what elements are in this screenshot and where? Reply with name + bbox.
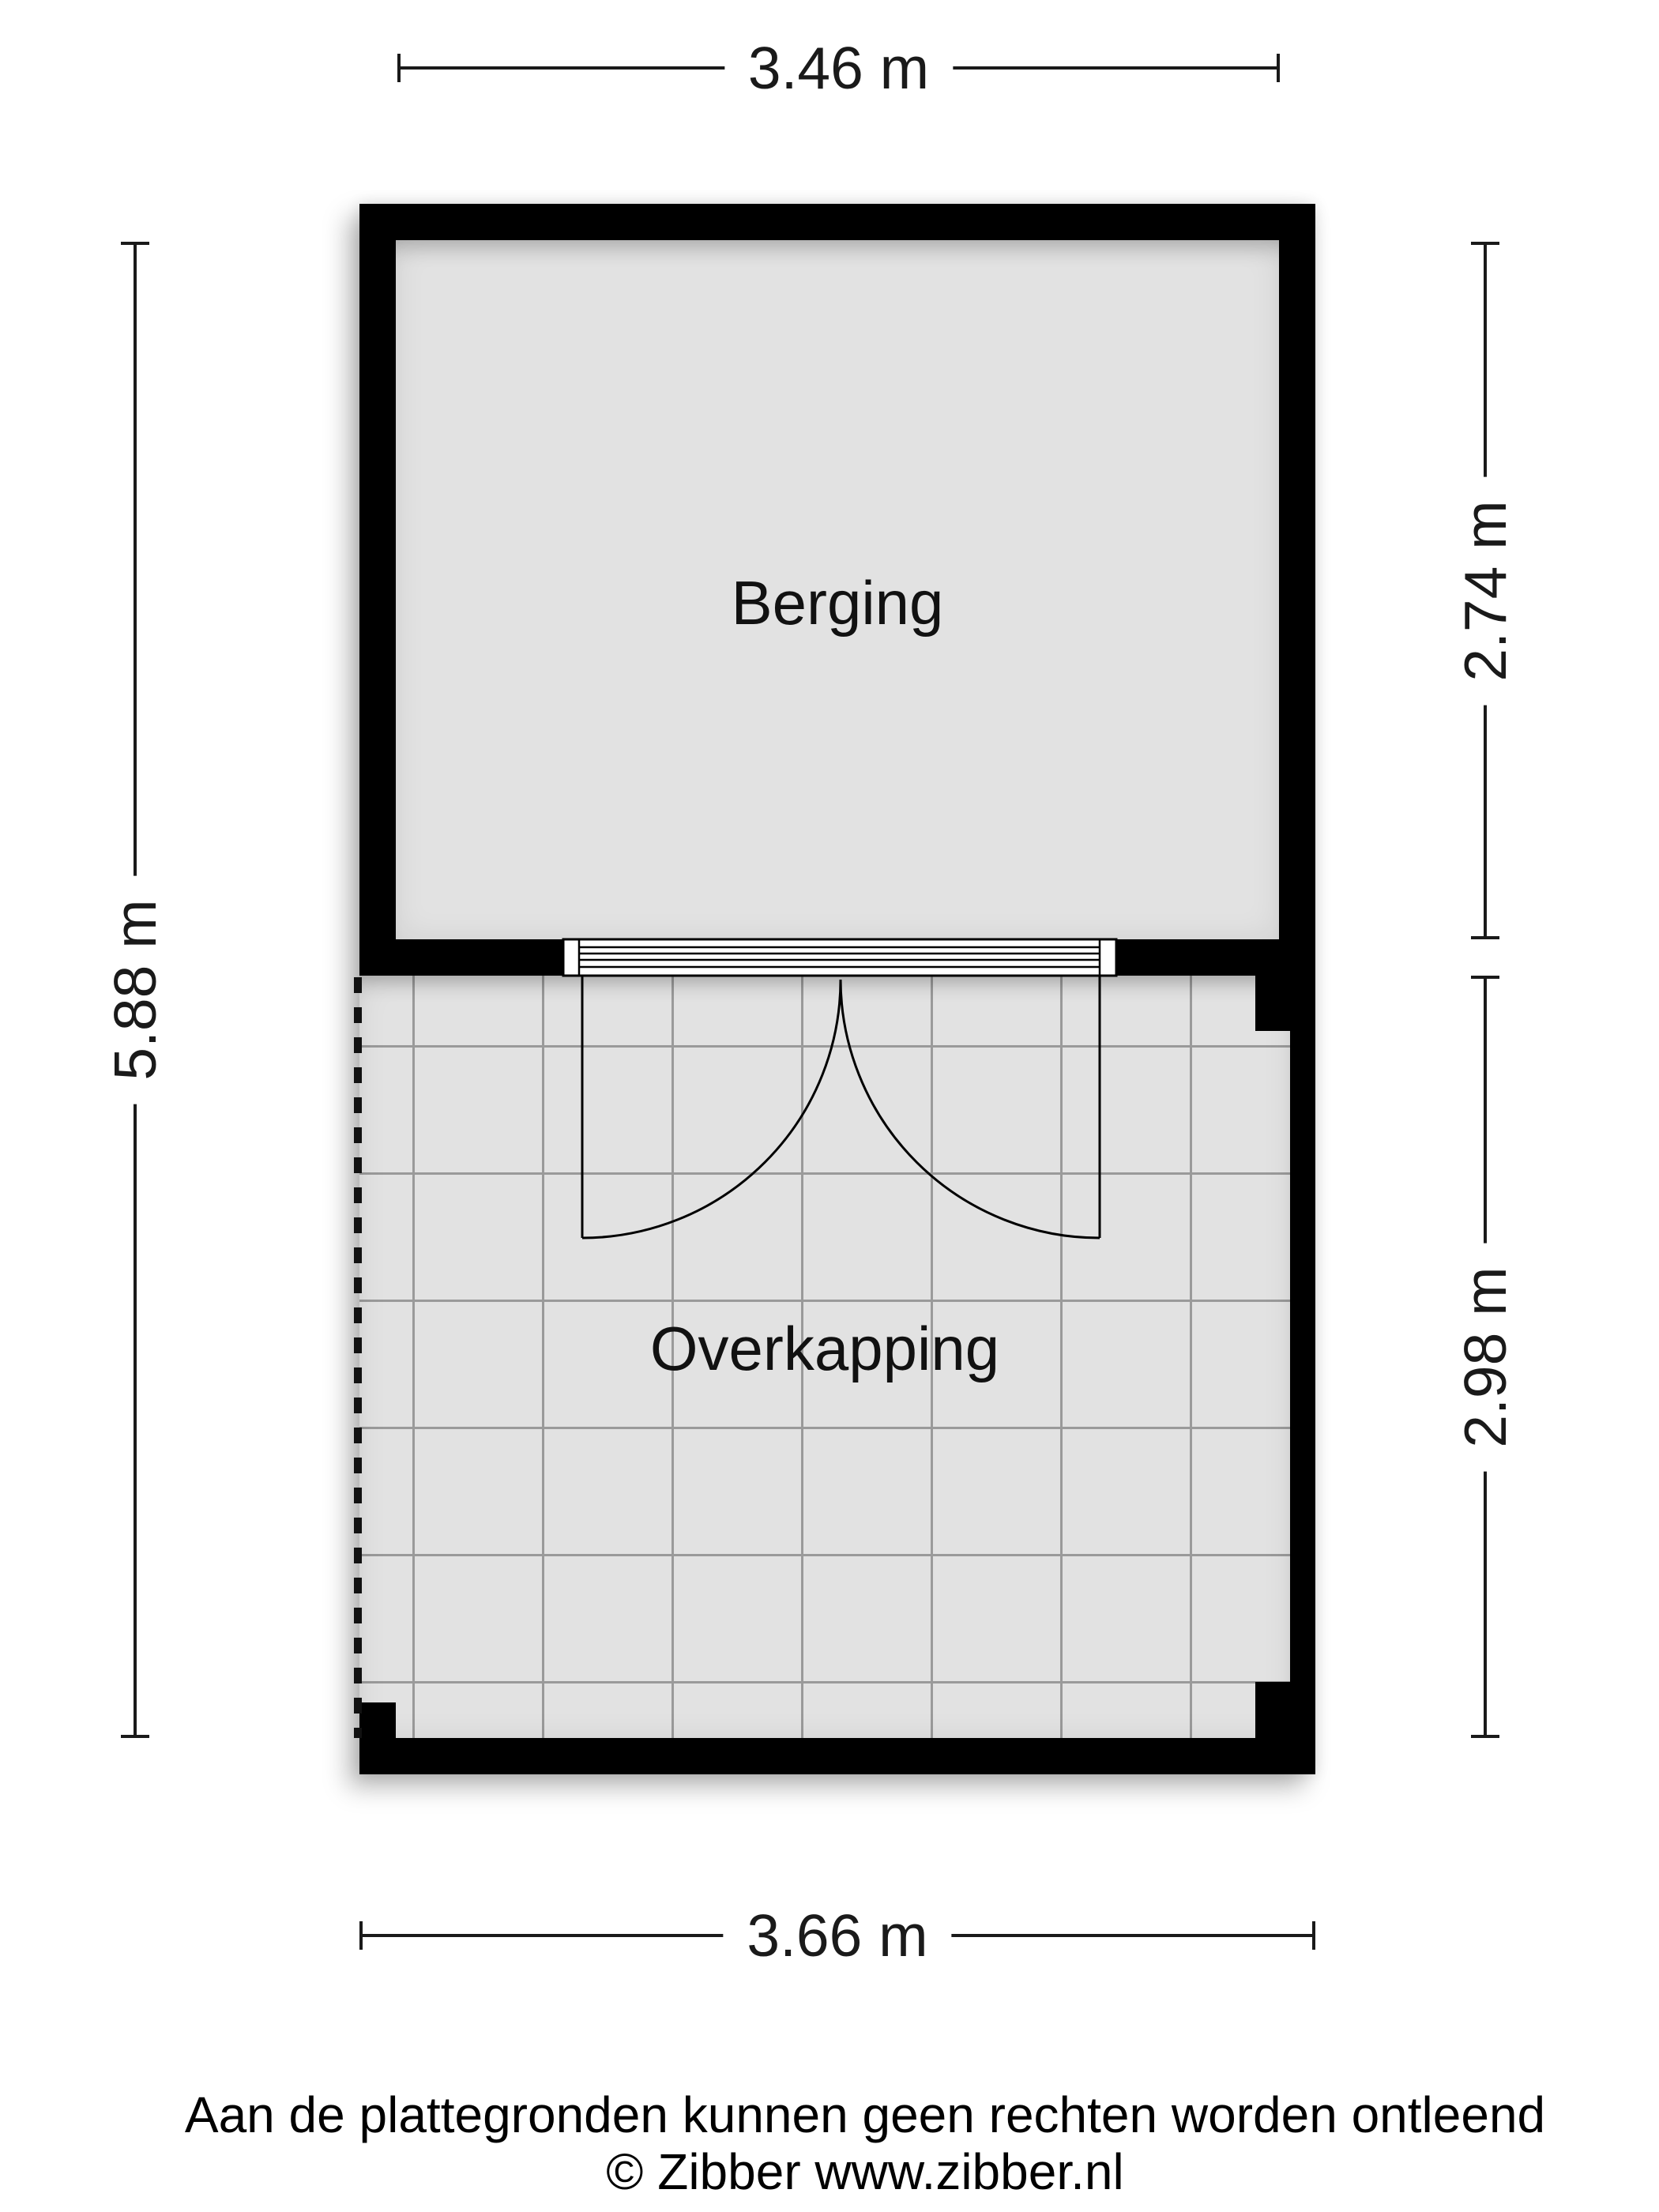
dimension-line-right-lower [1451, 976, 1518, 1738]
overkapping-bottom-wall [359, 1738, 1315, 1774]
double-door-assembly [553, 936, 1122, 1260]
door-frame [563, 939, 1116, 976]
door-swing-arc-left [582, 980, 841, 1238]
door-swing-arc-right [841, 980, 1100, 1238]
dimension-label-right-upper: 2.74 m [1453, 476, 1518, 705]
dimension-label-right-lower: 2.98 m [1453, 1243, 1518, 1471]
dimension-line-bottom [359, 1902, 1315, 1969]
dimension-label-top: 3.46 m [724, 36, 953, 101]
post-bottom-left [359, 1702, 396, 1738]
footer-copyright: © Zibber www.zibber.nl [606, 2143, 1124, 2200]
dimension-line-right-upper [1451, 242, 1518, 939]
post-bottom-right [1255, 1682, 1290, 1738]
dimension-line-top [397, 34, 1280, 101]
dimension-line-left [101, 242, 168, 1738]
room-label-overkapping: Overkapping [649, 1314, 1000, 1383]
dimension-label-left: 5.88 m [103, 875, 168, 1104]
room-label-berging: Berging [731, 568, 944, 638]
dimension-label-bottom: 3.66 m [723, 1903, 951, 1969]
post-top-right [1255, 976, 1290, 1031]
footer-disclaimer: Aan de plattegronden kunnen geen rechten worden ontleend [184, 2086, 1546, 2143]
overkapping-right-wall [1290, 976, 1315, 1738]
